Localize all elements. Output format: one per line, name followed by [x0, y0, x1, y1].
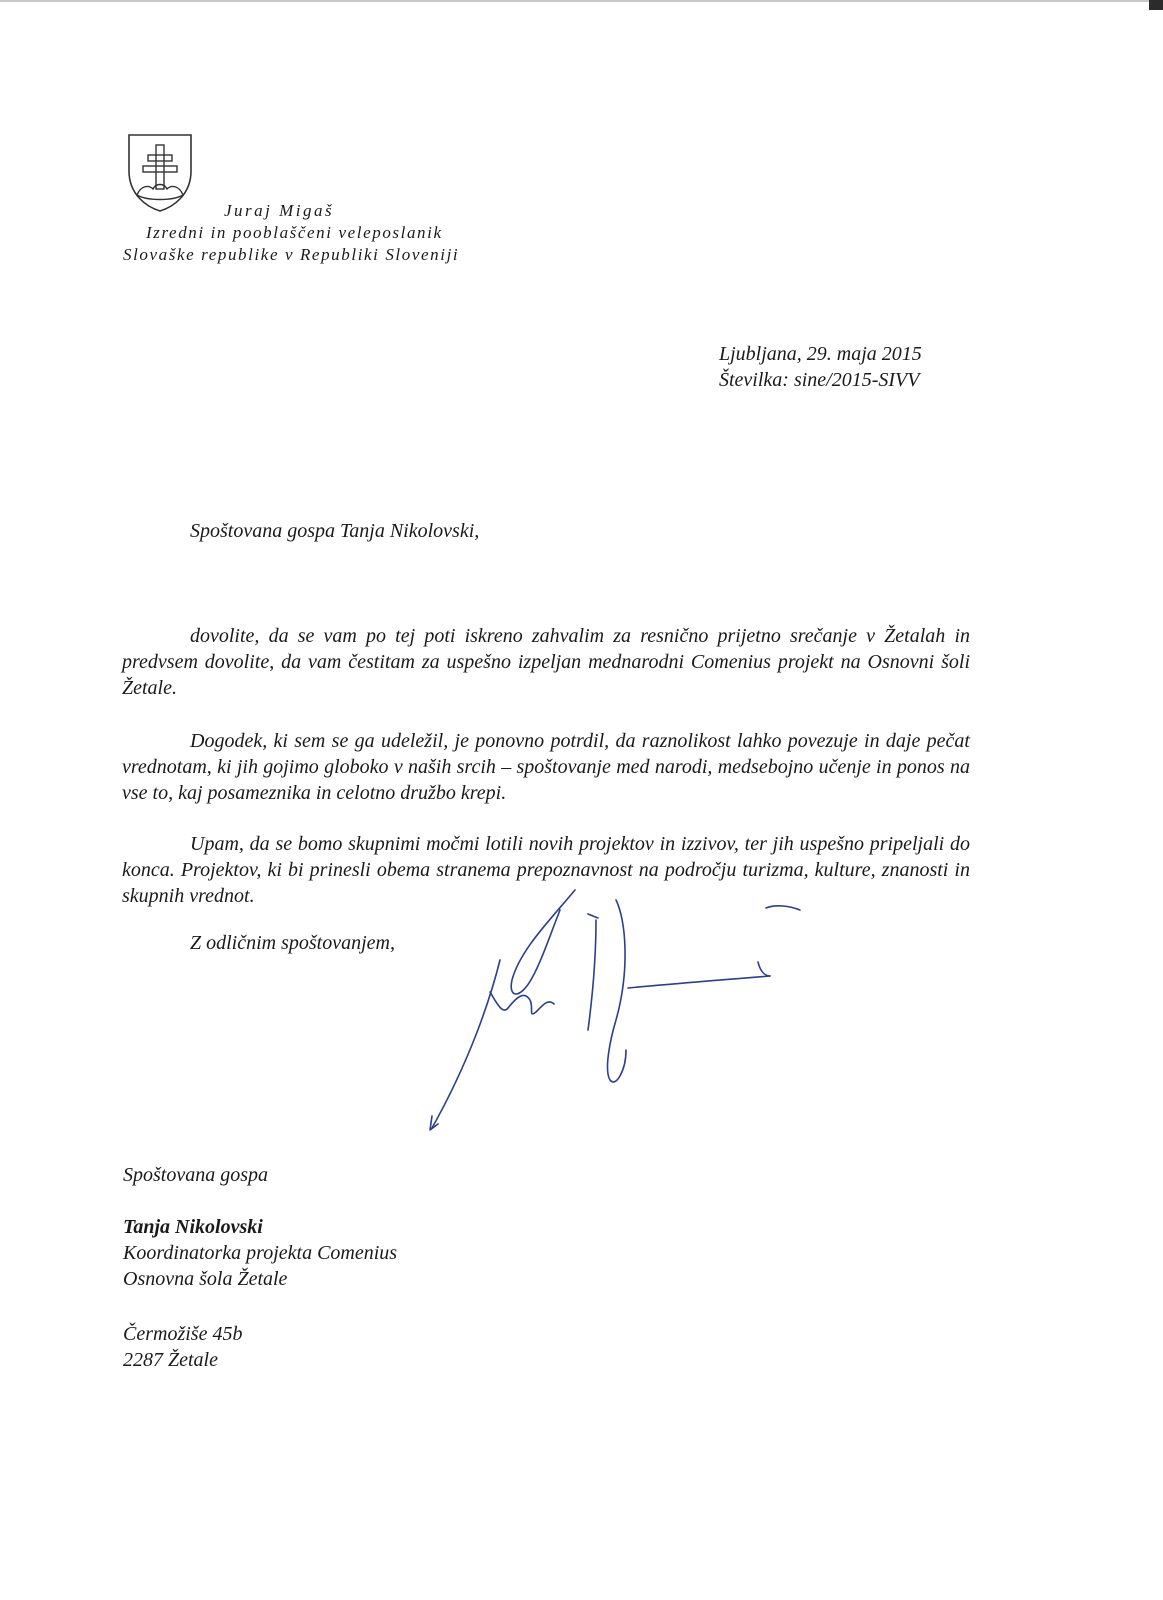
- scan-edge-corner: [1149, 0, 1163, 10]
- sender-title-line2: Slovaške republike v Republiki Sloveniji: [123, 245, 460, 264]
- salutation: Spoštovana gospa Tanja Nikolovski,: [190, 520, 480, 542]
- closing-line: Z odličnim spoštovanjem,: [190, 932, 395, 954]
- paragraph-text: Dogodek, ki sem se ga udeležil, je ponovno potrdil, da raznolikost lahko povezuje in daje pečat vrednotam, ki jih gojimo globoko v naših srcih – spoštovanje med narodi, medsebojno učenje in ponos na vse to, kaj posameznika in celotno družbo krepi.: [122, 730, 970, 804]
- paragraph-text: Upam, da se bomo skupnimi močmi lotili novih projektov in izzivov, ter jih uspešno pripeljali do konca. Projektov, ki bi prinesli obema stranema prepoznavnost na področju turizma, kulture, znanosti in skupnih vrednot.: [122, 833, 970, 907]
- recipient-street: Čermožiše 45b: [123, 1323, 243, 1345]
- sender-name: Juraj Migaš: [224, 201, 335, 220]
- paragraph-text: dovolite, da se vam po tej poti iskreno zahvalim za resnično prijetno srečanje v Žetalah in predvsem dovolite, da vam čestitam za uspešno izpeljan mednarodni Comenius projekt na Osnovni šoli Žetale.: [122, 625, 970, 699]
- recipient-name: Tanja Nikolovski: [123, 1216, 263, 1238]
- scan-edge-top: [0, 0, 1163, 2]
- reference-number: Številka: sine/2015-SIVV: [719, 369, 920, 391]
- recipient-role: Koordinatorka projekta Comenius: [123, 1242, 398, 1264]
- paragraph-2: [122, 728, 970, 806]
- paragraph-1: [122, 623, 970, 701]
- sender-title-line1: Izredni in pooblaščeni veleposlanik: [146, 223, 443, 242]
- date-reference-block: [719, 341, 922, 393]
- handwritten-signature-icon: [420, 880, 810, 1140]
- recipient-greeting: Spoštovana gospa: [123, 1164, 268, 1186]
- recipient-city: 2287 Žetale: [123, 1349, 218, 1371]
- recipient-block: [123, 1162, 397, 1373]
- coat-of-arms-icon: [127, 133, 193, 213]
- place-date: Ljubljana, 29. maja 2015: [719, 343, 922, 365]
- recipient-school: Osnovna šola Žetale: [123, 1268, 288, 1290]
